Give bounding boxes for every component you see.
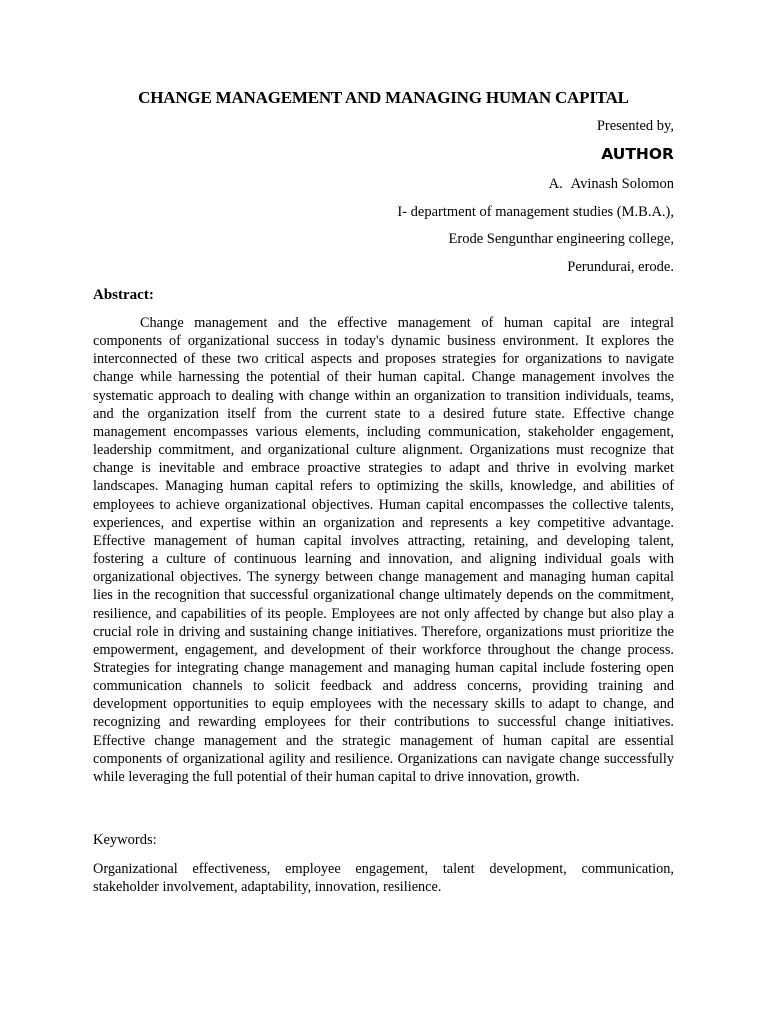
- author-heading: AUTHOR: [601, 145, 674, 163]
- abstract-heading: Abstract:: [93, 287, 154, 303]
- paper-title: CHANGE MANAGEMENT AND MANAGING HUMAN CAPITAL: [138, 88, 629, 107]
- author-college: Erode Sengunthar engineering college,: [448, 231, 674, 247]
- keywords-heading: Keywords:: [93, 832, 157, 848]
- abstract-body: Change management and the effective management of human capital are integral components of organizational success in today's dynamic business environment. It explores the interconnected of these two critical aspects and proposes strategies for organizations to navigate change while harnessing the potential of their human capital. Change management involves the systematic approach to dealing with change within an organization to transition individuals, teams, and the organization itself from the current state to a desired future state. Effective change management encompasses various elements, including communication, stakeholder engagement, leadership commitment, and organizational culture alignment. Organizations must recognize that change is inevitable and embrace proactive strategies to adapt and thrive in evolving market landscapes. Managing human capital refers to optimizing the skills, knowledge, and abilities of employees to achieve organizational objectives. Human capital encompasses the collective talents, experiences, and expertise within an organization and represents a key competitive advantage. Effective management of human capital involves attracting, retaining, and developing talent, fostering a culture of continuous learning and innovation, and aligning individual goals with organizational objectives. The synergy between change management and managing human capital lies in the recognition that successful organizational change ultimately depends on the commitment, resilience, and capabilities of its people. Employees are not only affected by change but also play a crucial role in driving and sustaining change initiatives. Therefore, organizations must prioritize the empowerment, engagement, and development of their workforce throughout the change process. Strategies for integrating change management and managing human capital include fostering open communication channels to solicit feedback and address concerns, providing training and development opportunities to equip employees with the necessary skills to adapt to change, and recognizing and rewarding employees for their contributions to successful change initiatives. Effective change management and the strategic management of human capital are essential components of organizational agility and resilience. Organizations can navigate change successfully while leveraging the full potential of their human capital to drive innovation, growth.: [93, 315, 674, 785]
- author-name-line: [549, 176, 674, 193]
- author-department: I- department of management studies (M.B.A.),: [397, 204, 674, 220]
- author-list-marker: A.: [548, 176, 563, 192]
- keywords-body: Organizational effectiveness, employee engagement, talent development, communication, stakeholder involvement, adaptability, innovation, resilience.: [93, 861, 674, 896]
- author-location: Perundurai, erode.: [567, 259, 674, 275]
- author-name: Avinash Solomon: [570, 176, 674, 192]
- presented-by-label: Presented by,: [596, 118, 674, 134]
